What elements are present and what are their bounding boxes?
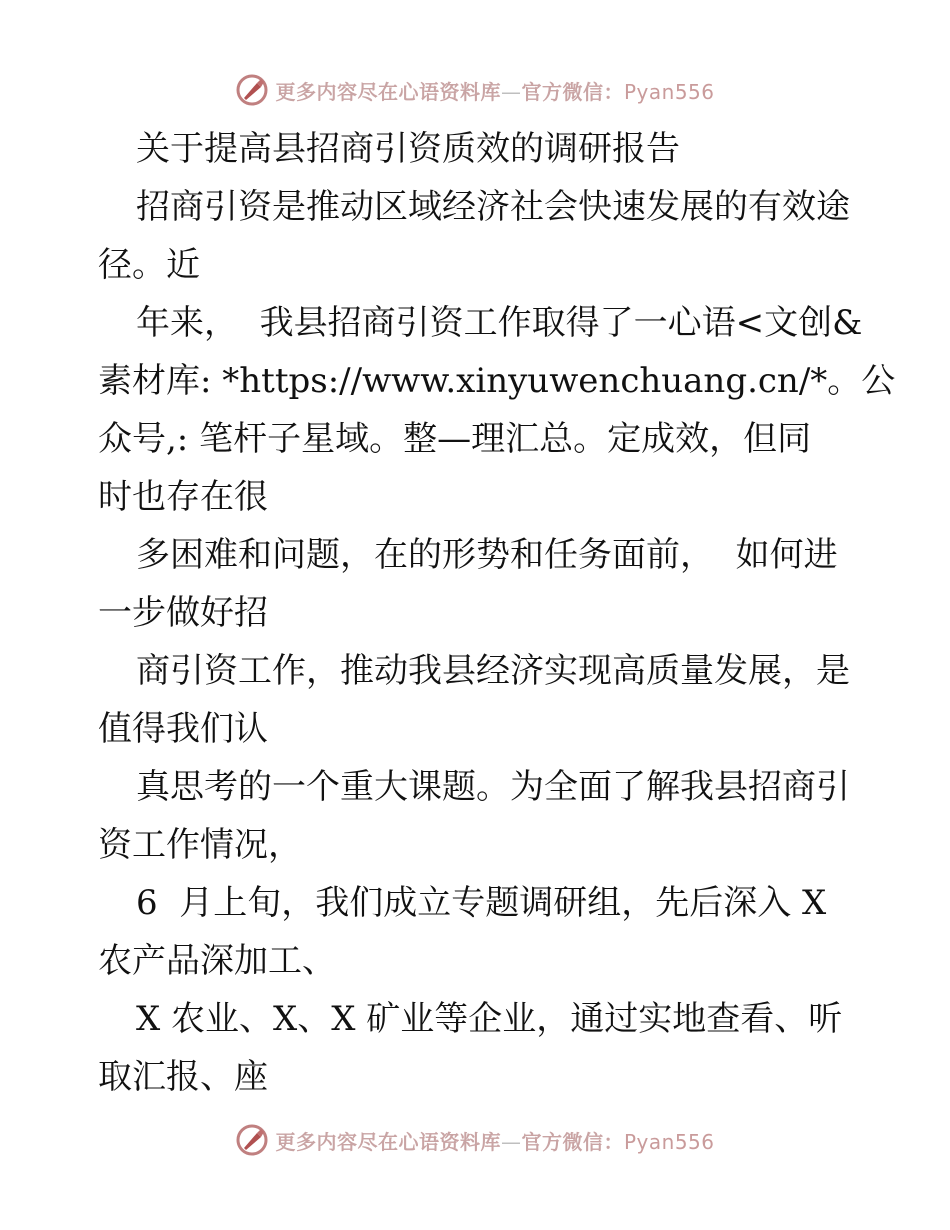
text-line: 径。近 (98, 245, 200, 285)
watermark-brand: 更多内容尽在心语资料库 (275, 1129, 501, 1154)
watermark-wechat-id: Pyan556 (623, 79, 715, 104)
text-line: 多困难和问题，在的形势和任务面前， 如何进 (136, 535, 838, 575)
text-line: 真思考的一个重大课题。为全面了解我县招商引 (136, 767, 850, 807)
watermark-text (275, 76, 714, 105)
pen-nib-circle-icon (235, 73, 269, 107)
footer-watermark (0, 1120, 950, 1160)
text-line: 素材库: *https://www.xinyuwenchuang.cn/*。公 (98, 361, 896, 401)
text-line: 时也存在很 (98, 477, 268, 517)
document-title: 关于提高县招商引资质效的调研报告 (136, 129, 680, 169)
header-watermark (0, 70, 950, 110)
text-line: 招商引资是推动区域经济社会快速发展的有效途 (136, 187, 850, 227)
text-line: 年来， 我县招商引资工作取得了一心语<文创& (136, 303, 863, 343)
text-line: 商引资工作，推动我县经济实现高质量发展，是 (136, 651, 850, 691)
watermark-brand: 更多内容尽在心语资料库 (275, 79, 501, 104)
pen-nib-circle-icon (235, 1123, 269, 1157)
watermark-text (275, 1126, 714, 1155)
text-line: 农产品深加工、 (98, 941, 336, 981)
text-line: 取汇报、座 (98, 1057, 268, 1097)
document-body (98, 120, 896, 1106)
text-line: 值得我们认 (98, 709, 268, 749)
text-line: 资工作情况， (98, 825, 302, 865)
watermark-separator: — (500, 1129, 522, 1154)
watermark-wechat-label: 官方微信： (521, 79, 624, 104)
text-line: X 农业、X、X 矿业等企业，通过实地查看、听 (136, 999, 843, 1039)
watermark-wechat-id: Pyan556 (623, 1129, 715, 1154)
text-line: 一步做好招 (98, 593, 268, 633)
watermark-wechat-label: 官方微信： (521, 1129, 624, 1154)
watermark-separator: — (500, 79, 522, 104)
text-line: 6 月上旬，我们成立专题调研组，先后深入 X (136, 883, 827, 923)
text-line: 众号,: 笔杆子星域。整—理汇总。定成效，但同 (98, 419, 812, 459)
